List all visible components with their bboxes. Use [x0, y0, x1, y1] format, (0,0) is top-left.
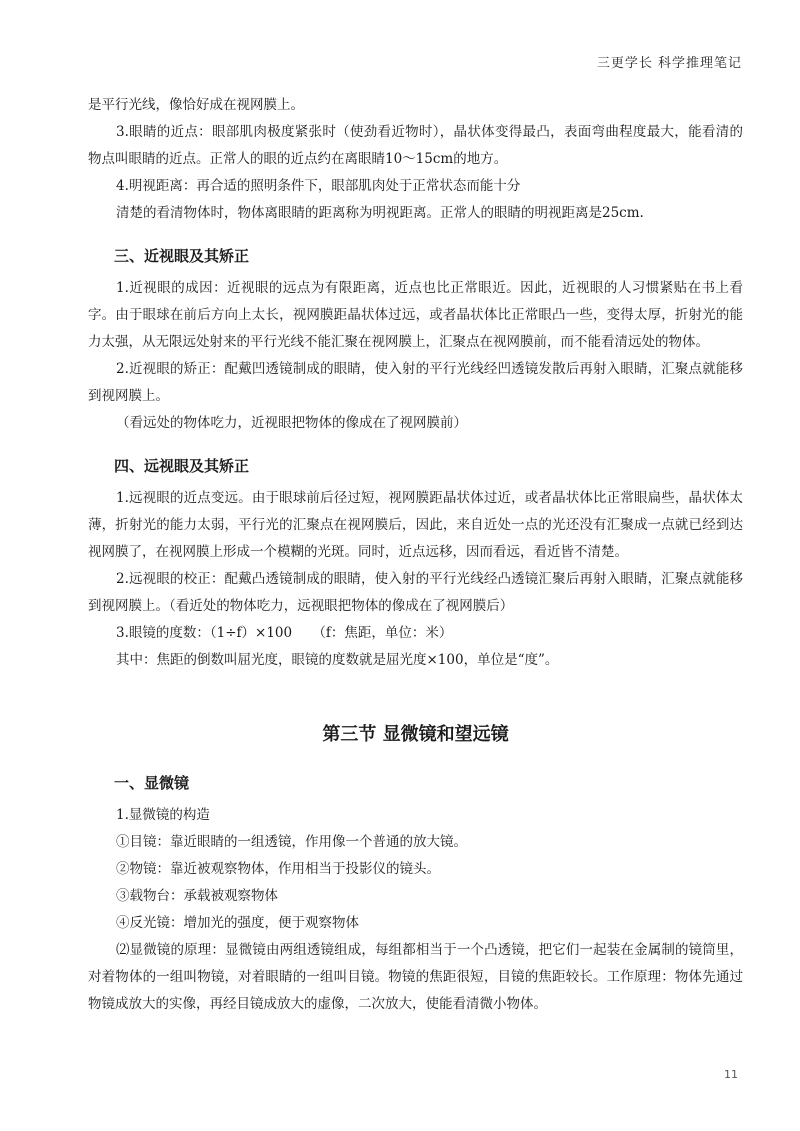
section-title: 第三节 显微镜和望远镜: [322, 724, 509, 745]
microscope-principle-paragraph: ⑵显微镜的原理：显微镜由两组透镜组成，每组都相当于一个凸透镜，把它们一起装在金属制的镜筒里，对着物体的一组叫物镜，对着眼睛的一组叫目镜。物镜的焦距很短，目镜的焦距较长。工作原理：物体先通过物镜成放大的实像，再经目镜成放大的虚像，二次放大，使能看清微小物体。: [88, 942, 743, 1012]
distinct-vision-paragraph: 4.明视距离：再合适的照明条件下，眼部肌肉处于正常状态而能十分: [116, 178, 521, 194]
myopia-heading: 三、近视眼及其矫正: [114, 247, 250, 265]
microscope-heading: 一、显微镜: [114, 774, 190, 792]
list-item: ③载物台：承载被观察物体: [116, 888, 278, 904]
lens-power-formula: 3.眼镜的度数：（1÷f）×100 （f：焦距，单位：米）: [116, 625, 453, 641]
continuation-line: 是平行光线，像恰好成在视网膜上。: [88, 97, 304, 113]
page-content: [88, 92, 743, 1018]
page-number: 11: [724, 1068, 738, 1081]
microscope-structure-label: 1.显微镜的构造: [116, 807, 210, 823]
hyperopia-heading: 四、远视眼及其矫正: [114, 457, 250, 475]
hyperopia-cause-paragraph: 1.远视眼的近点变远。由于眼球前后径过短，视网膜距晶状体过近，或者晶状体比正常眼扁些，晶状体太薄，折射光的能力太弱，平行光的汇聚点在视网膜后，因此，来自近处一点的光还没有汇聚成一点就已经到达视网膜了，在视网膜上形成一个模糊的光斑。同时，近点远移，因而看远，看近皆不清楚。: [88, 490, 743, 560]
list-item: ④反光镜：增加光的强度，便于观察物体: [116, 915, 359, 931]
distinct-vision-paragraph-cont: 清楚的看清物体时，物体离眼睛的距离称为明视距离。正常人的眼睛的明视距离是25cm.: [116, 205, 644, 221]
myopia-correction-paragraph: 2.近视眼的矫正：配戴凹透镜制成的眼睛，使入射的平行光线经凹透镜发散后再射入眼睛，汇聚点就能移到视网膜上。: [88, 361, 743, 404]
hyperopia-correction-paragraph: 2.远视眼的校正：配戴凸透镜制成的眼睛，使入射的平行光线经凸透镜汇聚后再射入眼睛，汇聚点就能移到视网膜上。（看近处的物体吃力，远视眼把物体的像成在了视网膜后）: [88, 571, 743, 614]
list-item: ②物镜：靠近被观察物体，作用相当于投影仪的镜头。: [116, 861, 440, 877]
diopter-explanation: 其中：焦距的倒数叫屈光度，眼镜的度数就是屈光度×100，单位是“度”。: [116, 652, 559, 668]
myopia-cause-paragraph: 1.近视眼的成因：近视眼的远点为有限距离，近点也比正常眼近。因此，近视眼的人习惯紧贴在书上看字。由于眼球在前后方向上太长，视网膜距晶状体过远，或者晶状体比正常眼凸一些，变得太厚，折射光的能力太强，从无限远处射来的平行光线不能汇聚在视网膜上，汇聚点在视网膜前，而不能看清远处的物体。: [88, 280, 743, 350]
page-header: 三更学长 科学推理笔记: [596, 56, 742, 71]
near-point-paragraph: 3.眼睛的近点：眼部肌肉极度紧张时（使劲看近物时），晶状体变得最凸，表面弯曲程度最大，能看清的物点叫眼睛的近点。正常人的眼的近点约在离眼睛10～15cm的地方。: [88, 124, 743, 167]
myopia-note: （看远处的物体吃力，近视眼把物体的像成在了视网膜前）: [116, 415, 467, 431]
list-item: ①目镜：靠近眼睛的一组透镜，作用像一个普通的放大镜。: [116, 834, 467, 850]
